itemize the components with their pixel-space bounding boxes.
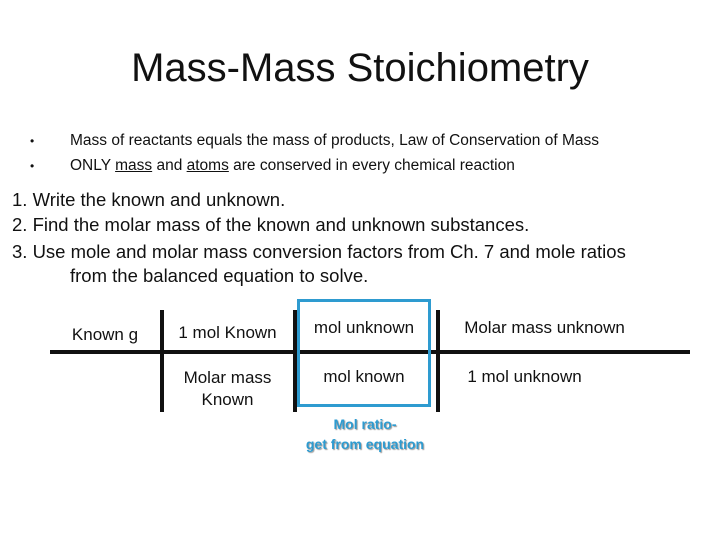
- mol-ratio-note-line2: get from equation: [305, 436, 425, 452]
- slide-title: Mass-Mass Stoichiometry: [131, 46, 589, 90]
- bullet-dot: •: [30, 159, 35, 173]
- denominator-2-cell: mol known: [323, 367, 405, 386]
- bullet-text: [70, 155, 515, 177]
- numerator-2-cell: mol unknown: [313, 318, 415, 337]
- bullet-text-post: are conserved in every chemical reaction: [228, 157, 515, 174]
- mol-ratio-highlight-box: [297, 299, 431, 407]
- known-grams-cell: Known g: [71, 325, 139, 344]
- denominator-1-line1: Molar mass: [183, 368, 272, 387]
- numerator-1-cell: 1 mol Known: [178, 323, 277, 342]
- bullet-text-mid: and: [152, 157, 187, 174]
- column-divider: [160, 310, 164, 412]
- denominator-1-line2: Known: [201, 390, 254, 409]
- step-2: 2. Find the molar mass of the known and unknown substances.: [12, 214, 530, 235]
- mol-ratio-note-line1: Mol ratio-: [333, 416, 397, 432]
- denominator-3-cell: 1 mol unknown: [467, 367, 582, 386]
- bullet-dot: •: [30, 134, 35, 148]
- step-3-continued: from the balanced equation to solve.: [70, 265, 369, 286]
- bullet-text-pre: ONLY: [70, 157, 116, 174]
- numerator-3-cell: Molar mass unknown: [464, 318, 625, 337]
- step-1: 1. Write the known and unknown.: [12, 189, 286, 210]
- bullet-text: Mass of reactants equals the mass of products, Law of Conservation of Mass: [70, 132, 599, 149]
- column-divider: [436, 310, 440, 412]
- underlined-word-mass: mass: [115, 157, 153, 174]
- step-3: 3. Use mole and molar mass conversion factors from Ch. 7 and mole ratios: [12, 241, 626, 262]
- underlined-word-atoms: atoms: [186, 157, 229, 174]
